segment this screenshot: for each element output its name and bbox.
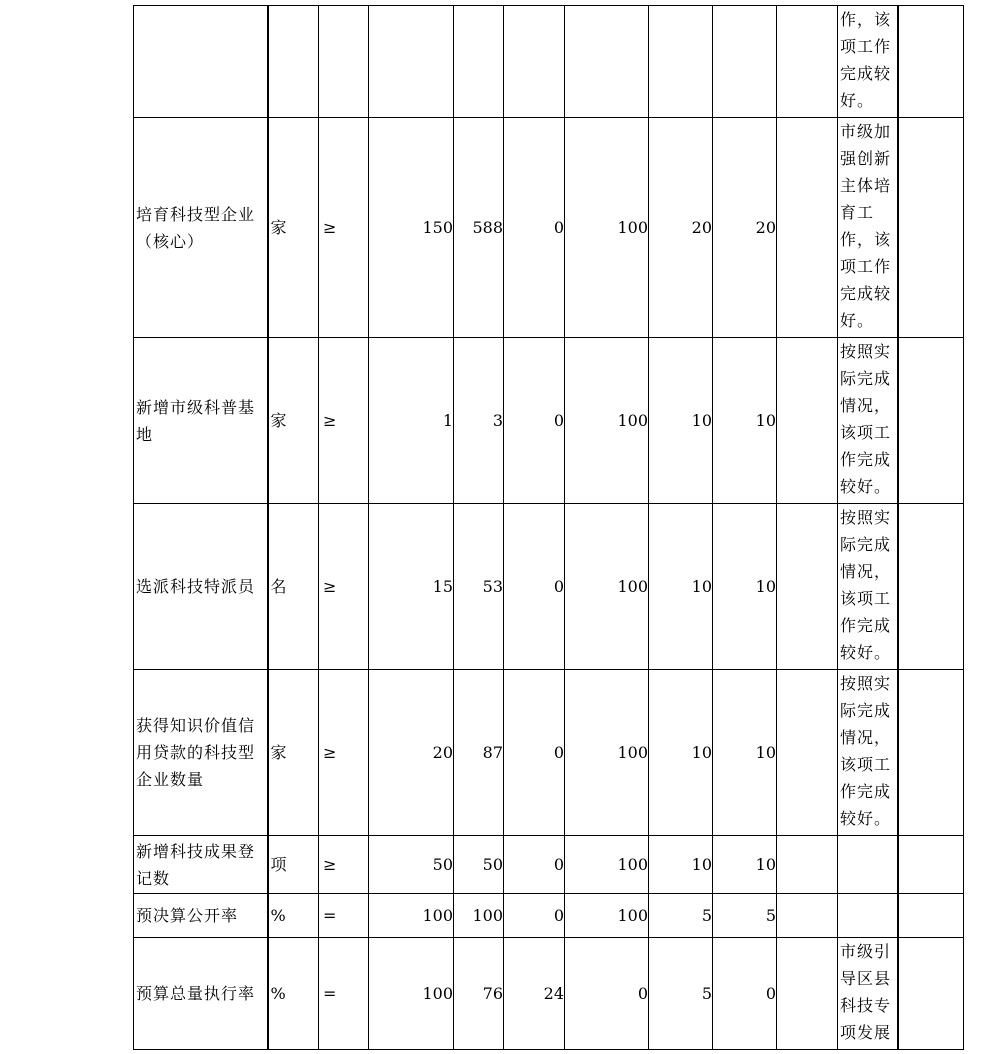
weight-cell xyxy=(649,6,713,118)
note-text: 按照实 际完成 情况， 该项工 作完成 较好。 xyxy=(840,342,892,496)
unit-cell: 项 xyxy=(268,836,319,894)
deviation-cell: 0 xyxy=(504,504,565,670)
score-cell xyxy=(713,6,777,118)
indicator-name-cell: 预算总量执行率 xyxy=(134,938,268,1050)
operator-cell xyxy=(319,6,369,118)
blank-cell xyxy=(898,504,964,670)
actual-value-cell: 100 xyxy=(454,894,504,938)
target-value-cell: 50 xyxy=(369,836,454,894)
weight-cell: 5 xyxy=(649,938,713,1050)
actual-value-cell xyxy=(454,6,504,118)
table-row xyxy=(134,894,964,938)
score-cell: 10 xyxy=(713,338,777,504)
blank-cell xyxy=(898,836,964,894)
actual-value-cell: 87 xyxy=(454,670,504,836)
actual-value-cell: 50 xyxy=(454,836,504,894)
weight-cell: 10 xyxy=(649,338,713,504)
indicator-name-cell: 新增科技成果登记数 xyxy=(134,836,268,894)
note-text: 按照实 际完成 情况， 该项工 作完成 较好。 xyxy=(840,674,892,828)
unit-cell: % xyxy=(268,938,319,1050)
deviation-cell: 0 xyxy=(504,894,565,938)
blank-cell xyxy=(898,6,964,118)
indicator-name-cell: 选派科技特派员 xyxy=(134,504,268,670)
operator-cell: = xyxy=(319,938,369,1050)
completion-rate-cell: 100 xyxy=(565,894,649,938)
operator-cell: ≥ xyxy=(319,338,369,504)
weight-cell: 10 xyxy=(649,670,713,836)
completion-rate-cell: 100 xyxy=(565,836,649,894)
score-cell: 20 xyxy=(713,118,777,338)
blank-cell xyxy=(898,938,964,1050)
blank-cell xyxy=(777,938,838,1050)
target-value-cell: 100 xyxy=(369,938,454,1050)
unit-cell: % xyxy=(268,894,319,938)
indicator-name-cell: 新增市级科普基地 xyxy=(134,338,268,504)
table-row xyxy=(134,938,964,1050)
weight-cell: 20 xyxy=(649,118,713,338)
actual-value-cell: 76 xyxy=(454,938,504,1050)
actual-value-cell: 53 xyxy=(454,504,504,670)
completion-rate-cell: 100 xyxy=(565,670,649,836)
unit-cell: 家 xyxy=(268,670,319,836)
deviation-cell: 0 xyxy=(504,118,565,338)
target-value-cell xyxy=(369,6,454,118)
deviation-cell: 24 xyxy=(504,938,565,1050)
note-cell xyxy=(838,836,898,894)
blank-cell xyxy=(898,670,964,836)
blank-cell xyxy=(777,894,838,938)
note-text: 市级引 导区县 科技专 项发展 xyxy=(840,942,892,1042)
deviation-cell: 0 xyxy=(504,338,565,504)
table-row xyxy=(134,6,964,118)
blank-cell xyxy=(898,894,964,938)
table-row xyxy=(134,836,964,894)
completion-rate-cell: 0 xyxy=(565,938,649,1050)
weight-cell: 10 xyxy=(649,836,713,894)
blank-cell xyxy=(777,670,838,836)
indicator-name-cell: 预决算公开率 xyxy=(134,894,268,938)
operator-cell: = xyxy=(319,894,369,938)
completion-rate-cell xyxy=(565,6,649,118)
note-text: 按照实 际完成 情况， 该项工 作完成 较好。 xyxy=(840,508,892,662)
performance-indicator-table xyxy=(133,5,964,1050)
score-cell: 10 xyxy=(713,836,777,894)
actual-value-cell: 3 xyxy=(454,338,504,504)
note-text: 市级加 强创新 主体培 育工 作，该 项工作 完成较 好。 xyxy=(840,122,892,330)
deviation-cell: 0 xyxy=(504,836,565,894)
blank-cell xyxy=(777,836,838,894)
completion-rate-cell: 100 xyxy=(565,118,649,338)
operator-cell: ≥ xyxy=(319,836,369,894)
score-cell: 0 xyxy=(713,938,777,1050)
weight-cell: 5 xyxy=(649,894,713,938)
target-value-cell: 100 xyxy=(369,894,454,938)
note-text: 作，该 项工作 完成较 好。 xyxy=(840,10,892,110)
note-cell xyxy=(838,118,898,338)
score-cell: 10 xyxy=(713,670,777,836)
blank-cell xyxy=(777,504,838,670)
table-row xyxy=(134,670,964,836)
actual-value-cell: 588 xyxy=(454,118,504,338)
blank-cell xyxy=(777,118,838,338)
table-row xyxy=(134,504,964,670)
note-cell xyxy=(838,670,898,836)
indicator-name-cell xyxy=(134,6,268,118)
weight-cell: 10 xyxy=(649,504,713,670)
unit-cell: 名 xyxy=(268,504,319,670)
operator-cell: ≥ xyxy=(319,504,369,670)
target-value-cell: 20 xyxy=(369,670,454,836)
table-row xyxy=(134,118,964,338)
completion-rate-cell: 100 xyxy=(565,338,649,504)
score-cell: 10 xyxy=(713,504,777,670)
note-cell xyxy=(838,504,898,670)
unit-cell xyxy=(268,6,319,118)
unit-cell: 家 xyxy=(268,338,319,504)
note-cell xyxy=(838,894,898,938)
indicator-name-cell: 培育科技型企业（核心） xyxy=(134,118,268,338)
operator-cell: ≥ xyxy=(319,118,369,338)
blank-cell xyxy=(898,338,964,504)
deviation-cell xyxy=(504,6,565,118)
score-cell: 5 xyxy=(713,894,777,938)
target-value-cell: 15 xyxy=(369,504,454,670)
blank-cell xyxy=(777,6,838,118)
target-value-cell: 150 xyxy=(369,118,454,338)
operator-cell: ≥ xyxy=(319,670,369,836)
unit-cell: 家 xyxy=(268,118,319,338)
note-cell xyxy=(838,338,898,504)
indicator-name-cell: 获得知识价值信用贷款的科技型企业数量 xyxy=(134,670,268,836)
blank-cell xyxy=(777,338,838,504)
target-value-cell: 1 xyxy=(369,338,454,504)
table-row xyxy=(134,338,964,504)
note-cell xyxy=(838,938,898,1050)
note-cell xyxy=(838,6,898,118)
completion-rate-cell: 100 xyxy=(565,504,649,670)
blank-cell xyxy=(898,118,964,338)
deviation-cell: 0 xyxy=(504,670,565,836)
